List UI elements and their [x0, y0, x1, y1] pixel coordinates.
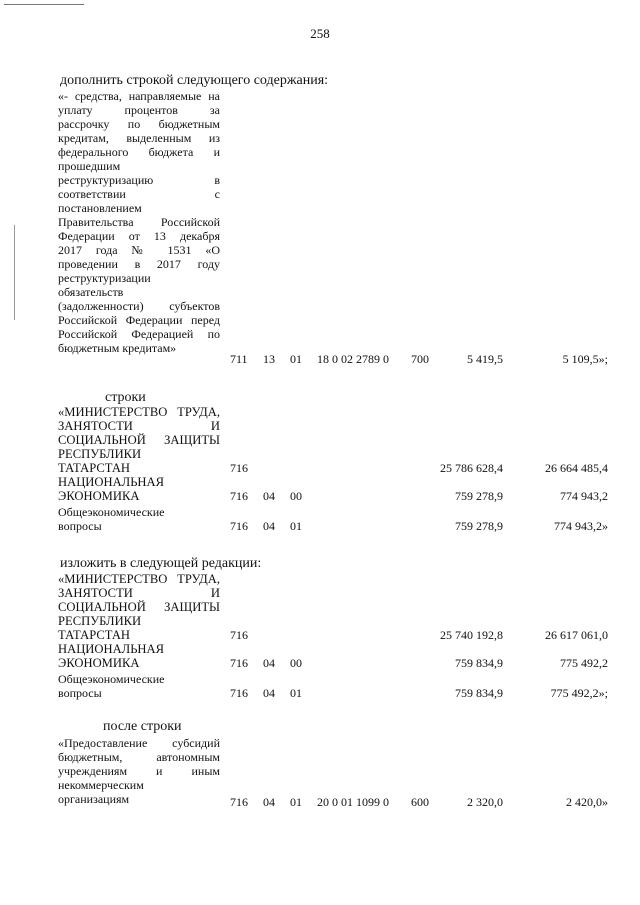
row-label: Общеэкономические вопросы [58, 505, 165, 533]
row-label: НАЦИОНАЛЬНАЯ ЭКОНОМИКА [58, 642, 165, 670]
row-label: Общеэкономические вопросы [58, 672, 165, 700]
block-heading-after-row: после строки [103, 719, 182, 734]
cell-ved: 716 [230, 686, 248, 700]
table-row [58, 89, 608, 371]
cell-ved: 716 [230, 461, 248, 475]
cell-sum-1: 25 740 192,8 [440, 628, 503, 642]
row-label: «- средства, направляемые на уплату процентов за рассрочку по бюджетным кредитам, выделенным из федерального бюджета и прошедшим реструктуризацию в соответствии с постановлением Правительства Российской Федерации от 13 декабря 2017 года № 1531 «О проведении в 2017 году реструктуризации обязательств (задолженности) субъектов Российской Федерации перед Российской Федерацией по бюджетным кредитам» [58, 89, 220, 355]
table-row [58, 736, 608, 812]
cell-sum-1: 2 320,0 [467, 795, 503, 809]
cell-sum-1: 759 834,9 [455, 656, 503, 670]
cell-sum-1: 5 419,5 [467, 352, 503, 366]
cell-pr: 00 [290, 489, 302, 503]
cell-sum-1: 759 278,9 [455, 489, 503, 503]
cell-rz: 04 [263, 489, 275, 503]
cell-csr: 20 0 01 1099 0 [317, 795, 389, 809]
cell-ved: 711 [230, 352, 248, 366]
cell-sum-2: 774 943,2» [554, 519, 608, 533]
cell-rz: 04 [263, 519, 275, 533]
table-row [58, 475, 608, 505]
cell-sum-2: 26 617 061,0 [545, 628, 608, 642]
cell-sum-2: 26 664 485,4 [545, 461, 608, 475]
cell-pr: 01 [290, 519, 302, 533]
block-heading-add: дополнить строкой следующего содержания: [60, 73, 329, 88]
cell-pr: 01 [290, 686, 302, 700]
cell-rz: 04 [263, 795, 275, 809]
cell-pr: 01 [290, 352, 302, 366]
cell-ved: 716 [230, 795, 248, 809]
cell-sum-2: 774 943,2 [560, 489, 608, 503]
cell-sum-1: 25 786 628,4 [440, 461, 503, 475]
cell-vr: 600 [411, 795, 429, 809]
table-row [58, 405, 608, 475]
scan-artifact-mark [14, 225, 15, 320]
cell-ved: 716 [230, 656, 248, 670]
cell-csr: 18 0 02 2789 0 [317, 352, 389, 366]
cell-ved: 716 [230, 519, 248, 533]
cell-sum-2: 775 492,2»; [550, 686, 608, 700]
cell-sum-1: 759 278,9 [455, 519, 503, 533]
row-label: «МИНИСТЕРСТВО ТРУДА, ЗАНЯТОСТИ И СОЦИАЛЬНОЙ ЗАЩИТЫ РЕСПУБЛИКИ ТАТАРСТАН [58, 572, 220, 642]
cell-rz: 04 [263, 686, 275, 700]
block-heading-new-edition: изложить в следующей редакции: [60, 556, 262, 571]
cell-sum-2: 5 109,5»; [562, 352, 608, 366]
cell-ved: 716 [230, 628, 248, 642]
cell-rz: 04 [263, 656, 275, 670]
cell-sum-1: 759 834,9 [455, 686, 503, 700]
table-row [58, 505, 608, 535]
cell-pr: 00 [290, 656, 302, 670]
table-row [58, 642, 608, 672]
cell-sum-2: 775 492,2 [560, 656, 608, 670]
row-label: «МИНИСТЕРСТВО ТРУДА, ЗАНЯТОСТИ И СОЦИАЛЬНОЙ ЗАЩИТЫ РЕСПУБЛИКИ ТАТАРСТАН [58, 405, 220, 475]
table-row [58, 672, 608, 702]
scan-artifact-line [4, 4, 84, 5]
cell-rz: 13 [263, 352, 275, 366]
cell-sum-2: 2 420,0» [566, 795, 608, 809]
cell-ved: 716 [230, 489, 248, 503]
block-heading-rows: строки [105, 390, 146, 405]
cell-vr: 700 [411, 352, 429, 366]
row-label: НАЦИОНАЛЬНАЯ ЭКОНОМИКА [58, 475, 165, 503]
row-label: «Предоставление субсидий бюджетным, автономным учреждениям и иным некоммерческим организациям [58, 736, 220, 806]
cell-pr: 01 [290, 795, 302, 809]
page-number: 258 [310, 26, 330, 41]
table-row [58, 572, 608, 642]
